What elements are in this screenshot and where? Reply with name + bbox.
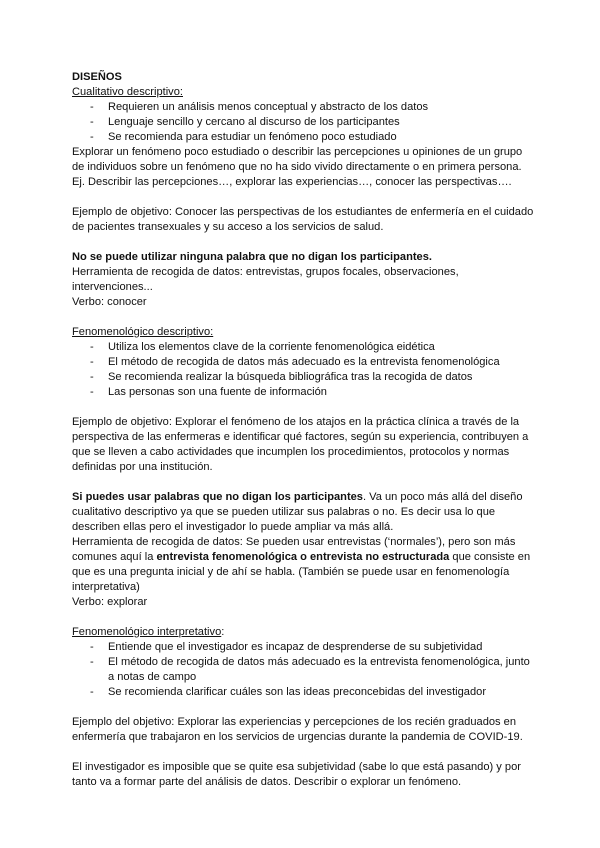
list-item: - Lenguaje sencillo y cercano al discurso de los participantes <box>72 115 534 130</box>
list-item: - Se recomienda para estudiar un fenómeno poco estudiado <box>72 130 534 145</box>
verb: Verbo: explorar <box>72 596 148 608</box>
fenomenologico-descriptivo-list <box>72 340 534 400</box>
paragraph: Explorar un fenómeno poco estudiado o describir las percepciones u opiniones de un grupo de individuos sobre un fenómeno que no ha sido vivido directamente o en primera persona. Ej. Describir las percepciones…, explorar las experiencias…, conocer las perspectivas…. <box>72 146 523 188</box>
list-item: - Requieren un análisis menos conceptual y abstracto de los datos <box>72 100 534 115</box>
list-item: - Utiliza los elementos clave de la corriente fenomenológica eidética <box>72 340 534 355</box>
cualitativo-list <box>72 100 534 145</box>
tool-bold: entrevista fenomenológica o entrevista no estructurada <box>156 551 450 563</box>
heading-colon: : <box>221 626 225 638</box>
closing-paragraph: El investigador es imposible que se quite esa subjetividad (sabe lo que está pasando) y por tanto va a formar parte del análisis de datos. Describir o explorar un fenómeno. <box>72 761 521 788</box>
objective-example: Ejemplo del objetivo: Explorar las experiencias y percepciones de los recién graduados en enfermería que trabajaron en los servicios de urgencias durante la pandemia de COVID-19. <box>72 716 523 743</box>
tool-text-rest: que consiste en que es una pregunta inicial y de ahí se habla. (También se puede usar en fenomenología interpretativa) <box>72 551 531 593</box>
section-heading-fenomenologico-descriptivo: Fenomenológico descriptivo: <box>72 326 214 338</box>
document-page <box>72 70 534 790</box>
data-collection-tool: Herramienta de recogida de datos: entrevistas, grupos focales, observaciones, intervenciones... <box>72 266 459 293</box>
section-heading-fenomenologico-interpretativo <box>72 625 534 640</box>
list-item: - Las personas son una fuente de información <box>72 385 534 400</box>
bold-note: Si puedes usar palabras que no digan los participantes <box>72 491 363 503</box>
list-item: - El método de recogida de datos más adecuado es la entrevista fenomenológica, junto a notas de campo <box>72 655 534 685</box>
list-item: - Se recomienda realizar la búsqueda bibliográfica tras la recogida de datos <box>72 370 534 385</box>
bold-note: No se puede utilizar ninguna palabra que no digan los participantes. <box>72 251 432 263</box>
note-paragraph <box>72 490 534 535</box>
objective-example: Ejemplo de objetivo: Explorar el fenómeno de los atajos en la práctica clínica a través de la perspectiva de las enfermeras e identificar qué factores, según su experiencia, contribuyen a que se lleven a cabo actividades que incumplen los procedimientos, protocolos y normas definidas por una institución. <box>72 416 529 473</box>
tool-text: Herramienta de recogida de datos: Se pueden usar entrevistas (‘normales’), pero son más comunes aquí la <box>72 536 516 563</box>
section-heading-cualitativo: Cualitativo descriptivo: <box>72 86 183 98</box>
data-collection-tool <box>72 535 534 595</box>
heading-text: Fenomenológico interpretativo <box>72 626 222 638</box>
list-item: - Entiende que el investigador es incapaz de desprenderse de su subjetividad <box>72 640 534 655</box>
verb: Verbo: conocer <box>72 296 147 308</box>
note-rest: . Va un poco más allá del diseño cualitativo descriptivo ya que se pueden utilizar sus palabras o no. Es decir usa lo que describen ellas pero el investigador lo puede ampliar va más allá. <box>72 491 523 533</box>
list-item: - Se recomienda clarificar cuáles son las ideas preconcebidas del investigador <box>72 685 534 700</box>
fenomenologico-interpretativo-list <box>72 640 534 700</box>
objective-example: Ejemplo de objetivo: Conocer las perspectivas de los estudiantes de enfermería en el cuidado de pacientes transexuales y su acceso a los servicios de salud. <box>72 206 534 233</box>
document-title: DISEÑOS <box>72 71 122 83</box>
list-item: - El método de recogida de datos más adecuado es la entrevista fenomenológica <box>72 355 534 370</box>
